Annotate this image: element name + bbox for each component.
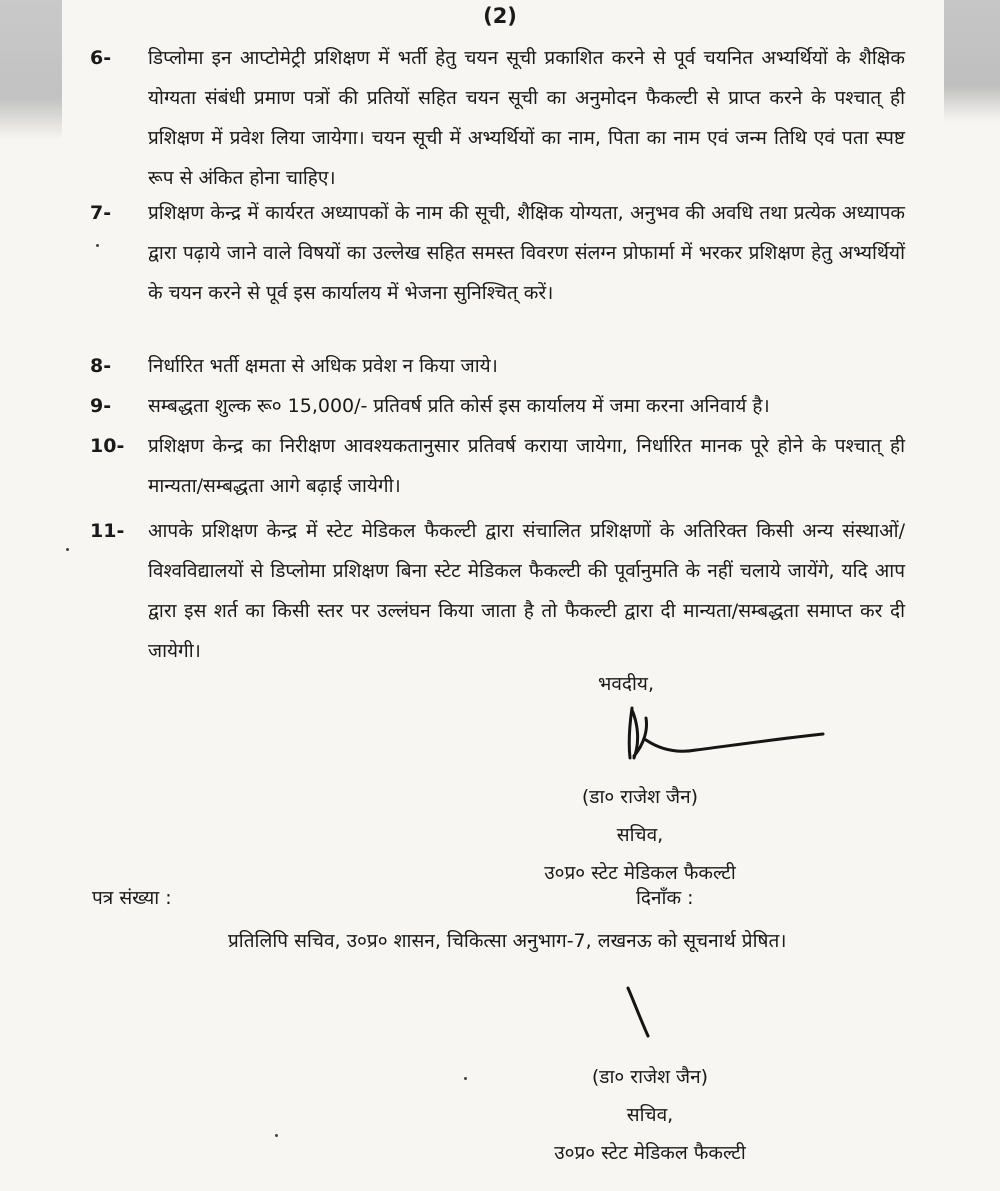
signatory-organization: उ०प्र० स्टेट मेडिकल फैकल्टी — [544, 862, 736, 884]
clause-text: सम्बद्धता शुल्क रू० 15,000/- प्रतिवर्ष प्रति कोर्स इस कार्यालय में जमा करना अनिवार्य है। — [148, 395, 770, 417]
scan-speck — [96, 244, 99, 247]
clause-number: 11- — [90, 520, 125, 542]
clause-text: आपके प्रशिक्षण केन्द्र में स्टेट मेडिकल फैकल्टी द्वारा संचालित प्रशिक्षणों के अतिरिक्त किसी अन्य संस्थाओं/विश्वविद्यालयों से डिप्लोमा प्रशिक्षण बिना स्टेट मेडिकल फैकल्टी की पूर्वानुमति के नहीं चलाये जायेंगे, यदि आप द्वारा इस शर्त का किसी स्तर पर उल्लंघन किया जाता है तो फैकल्टी द्वारा दी मान्यता/सम्बद्धता समाप्त कर दी जायेगी। — [148, 520, 905, 662]
scan-speck — [464, 1077, 467, 1080]
clause-text: प्रशिक्षण केन्द्र में कार्यरत अध्यापकों के नाम की सूची, शैक्षिक योग्यता, अनुभव की अवधि तथा प्रत्येक अध्यापक द्वारा पढ़ाये जाने वाले विषयों का उल्लेख सहित समस्त विवरण संलग्न प्रोफार्मा में भरकर प्रशिक्षण हेतु अभ्यर्थियों के चयन करने से पूर्व इस कार्यालय में भेजना सुनिश्चित् करें। — [148, 202, 905, 304]
signatory-block-1 — [520, 778, 760, 892]
scan-speck — [275, 1134, 278, 1137]
clause-text: प्रशिक्षण केन्द्र का निरीक्षण आवश्यकतानुसार प्रतिवर्ष कराया जायेगा, निर्धारित मानक पूरे होने के पश्चात् ही मान्यता/सम्बद्धता आगे बढ़ाई जायेगी। — [148, 435, 905, 497]
clause-number: 10- — [90, 435, 125, 457]
signatory-organization: उ०प्र० स्टेट मेडिकल फैकल्टी — [554, 1142, 746, 1164]
signatory-designation: सचिव, — [626, 1104, 674, 1126]
letter-number-label: पत्र संख्या : — [92, 887, 172, 909]
clause-number: 8- — [90, 355, 112, 377]
clause-text: डिप्लोमा इन आप्टोमेट्री प्रशिक्षण में भर्ती हेतु चयन सूची प्रकाशित करने से पूर्व चयनित अभ्यर्थियों के शैक्षिक योग्यता संबंधी प्रमाण पत्रों की प्रतियों सहित चयन सूची का अनुमोदन फैकल्टी से प्राप्त करने के पश्चात् ही प्रशिक्षण में प्रवेश लिया जायेगा। चयन सूची में अभ्यर्थियों का नाम, पिता का नाम एवं जन्म तिथि एवं पता स्पष्ट रूप से अंकित होना चाहिए। — [148, 47, 905, 189]
initials-icon — [620, 982, 660, 1042]
clause-9 — [90, 386, 905, 426]
signatory-designation: सचिव, — [616, 824, 664, 846]
clause-number: 6- — [90, 47, 112, 69]
clause-number: 9- — [90, 395, 112, 417]
signatory-block-2 — [520, 1058, 780, 1172]
clause-10 — [90, 426, 905, 506]
clause-number: 7- — [90, 202, 112, 224]
page-number: (2) — [483, 4, 517, 28]
clause-7 — [90, 193, 905, 313]
clause-8 — [90, 346, 905, 386]
signatory-name: (डा० राजेश जैन) — [591, 1066, 709, 1088]
closing-salutation: भवदीय, — [598, 673, 654, 695]
signature-icon — [618, 700, 838, 770]
signatory-name: (डा० राजेश जैन) — [581, 786, 699, 808]
clause-11 — [90, 511, 905, 671]
date-label: दिनाँक : — [636, 887, 694, 909]
copy-forwarded-line: प्रतिलिपि सचिव, उ०प्र० शासन, चिकित्सा अनुभाग-7, लखनऊ को सूचनार्थ प्रेषित। — [228, 930, 787, 952]
clause-text: निर्धारित भर्ती क्षमता से अधिक प्रवेश न किया जाये। — [148, 355, 498, 377]
clause-6 — [90, 38, 905, 198]
scan-speck — [66, 548, 69, 551]
